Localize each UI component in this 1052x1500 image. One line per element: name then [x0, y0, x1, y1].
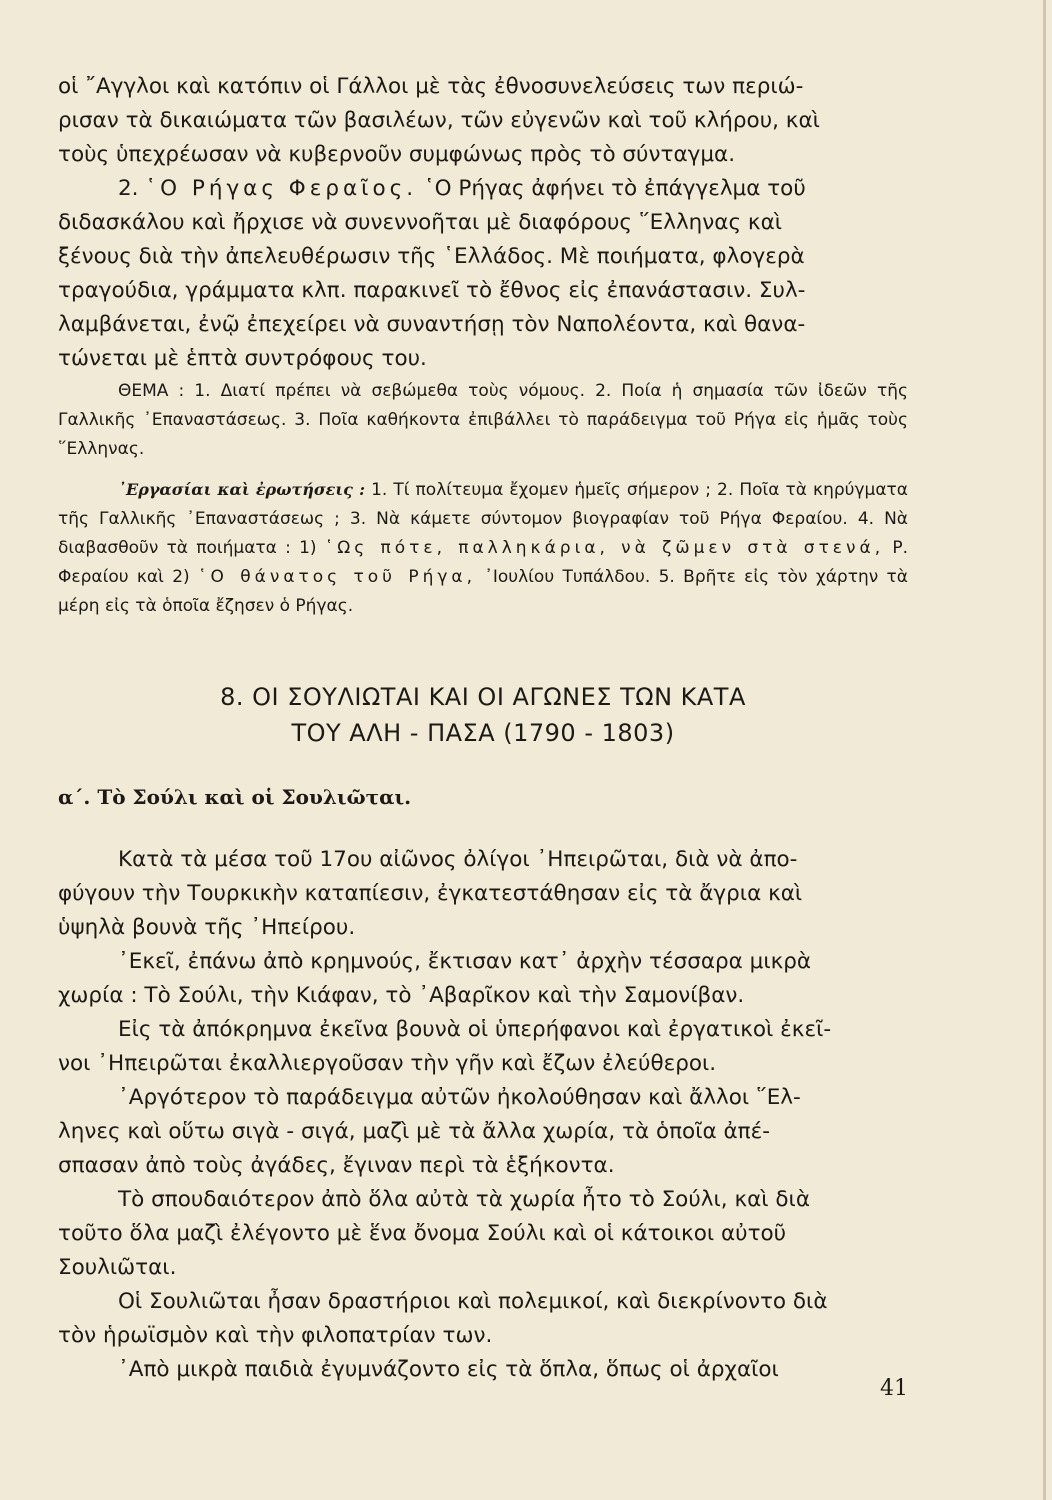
text-line: σπασαν ἀπὸ τοὺς ἀγάδες, ἔγιναν περὶ τὰ ἑξήκοντα. — [58, 1153, 615, 1178]
thema-block — [58, 377, 908, 464]
paragraph — [58, 1353, 908, 1387]
paragraph — [58, 945, 908, 1013]
ergasiai-text: 1. Τί πολίτευμα ἔχομεν ἡμεῖς σήμερον ; 2. Ποῖα τὰ κηρύγματα τῆς Γαλλικῆς ᾿Επαναστάσεως ; 3. Νὰ κάμετε σύντομον βιογραφίαν τοῦ Ρήγα Φεραίου. 4. Νὰ διαβασθοῦν τὰ ποιήματα : 1) — [58, 480, 908, 558]
text-line: Κατὰ τὰ μέσα τοῦ 17ου αἰῶνος ὀλίγοι ᾿Ηπειρῶται, διὰ νὰ ἀπο- — [118, 847, 798, 872]
chapter-title-line: 8. ΟΙ ΣΟΥΛΙΩΤΑΙ ΚΑΙ ΟΙ ΑΓΩΝΕΣ ΤΩΝ ΚΑΤΑ — [220, 683, 746, 711]
section-subheading: α΄. Τὸ Σούλι καὶ οἱ Σουλιῶται. — [58, 785, 412, 809]
ergasiai-text: Ρ. Φεραίου καὶ 2) — [58, 538, 909, 587]
text-line: ξένους διὰ τὴν ἀπελευθέρωσιν τῆς ῾Ελλάδος. Μὲ ποιήματα, φλογερὰ — [58, 244, 805, 269]
paragraph — [58, 1013, 908, 1081]
ergasiai-label: ᾿Εργασίαι καὶ ἐρωτήσεις : — [118, 480, 365, 499]
paragraph — [58, 843, 908, 945]
text-line: τοὺς ὑπεχρέωσαν νὰ κυβερνοῦν συμφώνως πρὸς τὸ σύνταγμα. — [58, 142, 736, 167]
paragraph — [58, 1183, 908, 1285]
text-line: χωρία : Τὸ Σούλι, τὴν Κιάφαν, τὸ ᾿Αβαρῖκον καὶ τὴν Σαμονίβαν. — [58, 983, 745, 1008]
thema-label: ΘΕΜΑ : — [118, 381, 185, 401]
poem-title: ῾Ως πότε, παλληκάρια, νὰ ζῶμεν στὰ στενά, — [324, 538, 885, 558]
text-line: οἱ ῎Αγγλοι καὶ κατόπιν οἱ Γάλλοι μὲ τὰς ἐθνοσυνελεύσεις των περιώ- — [58, 74, 804, 99]
page-edge — [1043, 0, 1046, 1500]
intro-paragraph — [58, 70, 908, 172]
text-line: τὸν ἡρωϊσμὸν καὶ τὴν φιλοπατρίαν των. — [58, 1323, 493, 1348]
ergasiai-text: ᾿Ιουλίου Τυπάλδου. 5. Βρῆτε εἰς τὸν χάρτην τὰ μέρη εἰς τὰ ὁποῖα ἔζησεν ὁ Ρήγας. — [58, 567, 908, 616]
text-line: ᾿Εκεῖ, ἐπάνω ἀπὸ κρημνούς, ἔκτισαν κατ᾿ ἀρχὴν τέσσαρα μικρὰ — [118, 949, 812, 974]
poem-title: ῾Ο θάνατος τοῦ Ρήγα, — [198, 567, 477, 587]
rigas-text-start: ῾Ο Ρήγας ἀφήνει τὸ ἐπάγγελμα τοῦ — [423, 176, 806, 201]
thema-text: 1. Διατί πρέπει νὰ σεβώμεθα τοὺς νόμους. 2. Ποία ἡ σημασία τῶν ἰδεῶν τῆς Γαλλικῆς ᾿Επαναστάσεως. 3. Ποῖα καθήκοντα ἐπιβάλλει τὸ παράδειγμα τοῦ Ρήγα εἰς ἡμᾶς τοὺς ῞Ελληνας. — [58, 381, 908, 459]
text-line: Εἰς τὰ ἀπόκρημνα ἐκεῖνα βουνὰ οἱ ὑπερήφανοι καὶ ἐργατικοὶ ἐκεῖ- — [118, 1017, 832, 1042]
text-line: ᾿Αργότερον τὸ παράδειγμα αὐτῶν ἠκολούθησαν καὶ ἄλλοι ῞Ελ- — [118, 1085, 801, 1110]
ergasiai-block — [58, 475, 908, 621]
text-line: τοῦτο ὅλα μαζὶ ἐλέγοντο μὲ ἕνα ὄνομα Σούλι καὶ οἱ κάτοικοι αὐτοῦ — [58, 1221, 787, 1246]
chapter-title — [58, 679, 908, 751]
text-line: τραγούδια, γράμματα κλπ. παρακινεῖ τὸ ἔθνος εἰς ἐπανάστασιν. Συλ- — [58, 278, 806, 303]
text-line: νοι ᾿Ηπειρῶται ἐκαλλιεργοῦσαν τὴν γῆν καὶ ἔζων ἐλεύθεροι. — [58, 1051, 717, 1076]
paragraph — [58, 1285, 908, 1353]
body-text — [58, 843, 908, 1387]
text-line: Τὸ σπουδαιότερον ἀπὸ ὅλα αὐτὰ τὰ χωρία ἦτο τὸ Σούλι, καὶ διὰ — [118, 1187, 810, 1212]
chapter-title-line: ΤΟΥ ΑΛΗ - ΠΑΣΑ (1790 - 1803) — [291, 719, 675, 747]
text-line: φύγουν τὴν Τουρκικὴν καταπίεσιν, ἐγκατεστάθησαν εἰς τὰ ἄγρια καὶ — [58, 881, 803, 906]
text-line: ρισαν τὰ δικαιώματα τῶν βασιλέων, τῶν εὐγενῶν καὶ τοῦ κλήρου, καὶ — [58, 108, 820, 133]
rigas-first-line — [58, 172, 908, 206]
text-line: τώνεται μὲ ἑπτὰ συντρόφους του. — [58, 346, 427, 371]
text-line: ὑψηλὰ βουνὰ τῆς ᾿Ηπείρου. — [58, 915, 356, 940]
text-line: Σουλιῶται. — [58, 1255, 177, 1280]
rigas-heading: ῾Ο Ρήγας Φεραῖος. — [145, 176, 418, 201]
text-line: διδασκάλου καὶ ἤρχισε νὰ συνεννοῆται μὲ διαφόρους ῞Ελληνας καὶ — [58, 210, 783, 235]
rigas-paragraph — [58, 172, 908, 376]
page-number: 41 — [880, 1376, 908, 1401]
text-line: ληνες καὶ οὕτω σιγὰ - σιγά, μαζὶ μὲ τὰ ἄλλα χωρία, τὰ ὁποῖα ἀπέ- — [58, 1119, 770, 1144]
text-line: ᾿Απὸ μικρὰ παιδιὰ ἐγυμνάζοντο εἰς τὰ ὅπλα, ὅπως οἱ ἀρχαῖοι — [118, 1357, 779, 1382]
paragraph — [58, 1081, 908, 1183]
text-line: Οἱ Σουλιῶται ἦσαν δραστήριοι καὶ πολεμικοί, καὶ διεκρίνοντο διὰ — [118, 1289, 828, 1314]
text-line: λαμβάνεται, ἐνῷ ἐπεχείρει νὰ συναντήσῃ τὸν Ναπολέοντα, καὶ θανα- — [58, 312, 806, 337]
section-number: 2. — [118, 176, 139, 201]
